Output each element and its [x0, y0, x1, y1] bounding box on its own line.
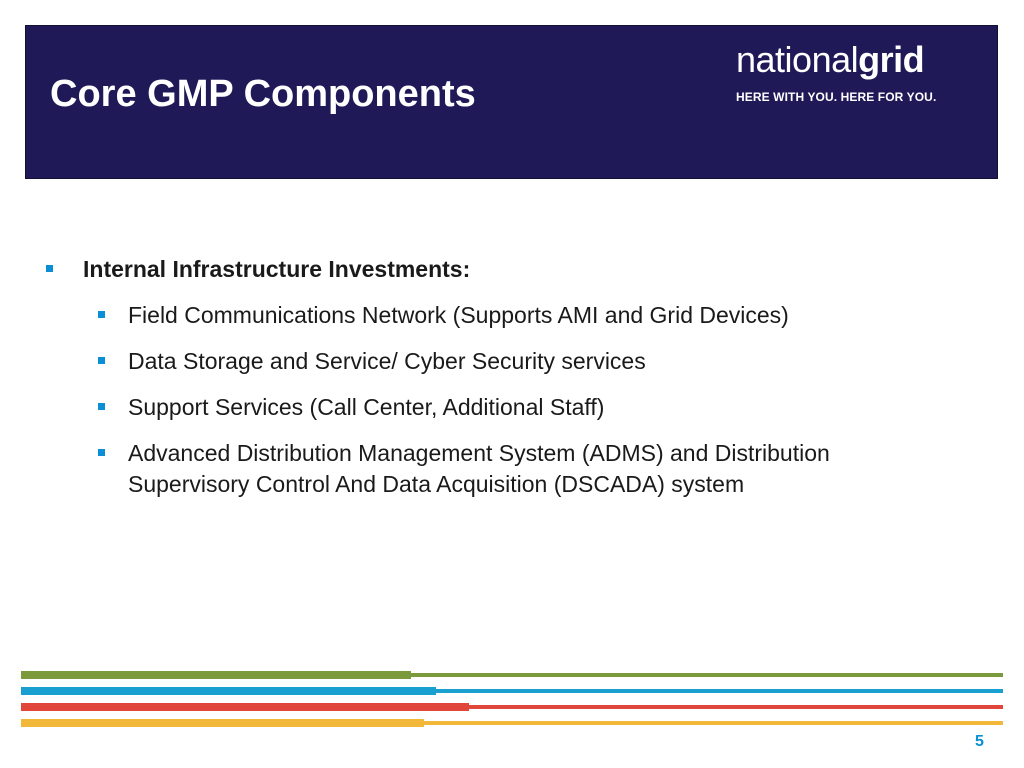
list-item-continuation: Supervisory Control And Data Acquisition (DSCADA) system: [128, 471, 745, 497]
list-item: Data Storage and Service/ Cyber Security services: [128, 348, 646, 374]
content-heading: Internal Infrastructure Investments:: [83, 256, 471, 282]
list-item: Field Communications Network (Supports AMI and Grid Devices): [128, 302, 789, 328]
square-bullet-icon: [98, 311, 105, 318]
stripe-yellow-thin: [424, 721, 1003, 725]
stripe-red-thick: [21, 703, 469, 711]
stripe-yellow-thick: [21, 719, 424, 727]
square-bullet-icon: [46, 265, 53, 272]
square-bullet-icon: [98, 449, 105, 456]
stripe-red-thin: [469, 705, 1003, 709]
stripe-blue-thick: [21, 687, 436, 695]
page-number: 5: [975, 733, 984, 750]
logo-word-light: national: [736, 39, 859, 80]
slide-title: Core GMP Components: [50, 73, 476, 115]
list-item: Advanced Distribution Management System (ADMS) and Distribution: [128, 440, 830, 466]
stripe-green-thin: [411, 673, 1003, 677]
logo-word-bold: grid: [858, 39, 925, 80]
national-grid-logo: [736, 40, 936, 104]
stripe-blue-thin: [436, 689, 1003, 693]
stripe-green-thick: [21, 671, 411, 679]
square-bullet-icon: [98, 403, 105, 410]
logo-wordmark: [736, 40, 936, 80]
square-bullet-icon: [98, 357, 105, 364]
list-item: Support Services (Call Center, Additional Staff): [128, 394, 605, 420]
logo-tagline: HERE WITH YOU. HERE FOR YOU.: [736, 90, 937, 104]
